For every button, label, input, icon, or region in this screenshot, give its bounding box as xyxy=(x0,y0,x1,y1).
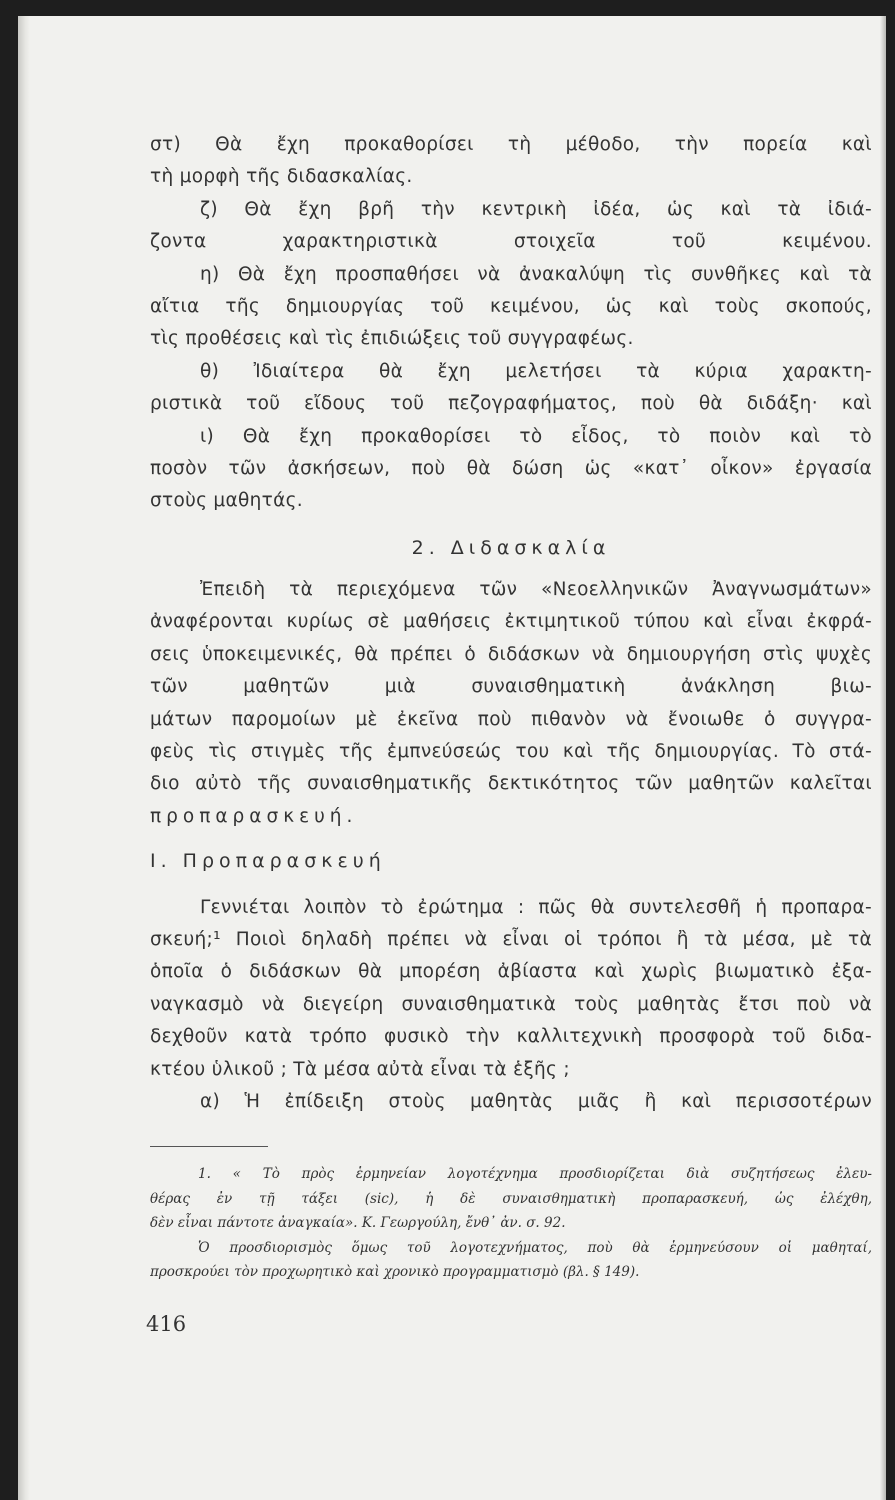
footnote-line: 1. « Τὸ πρὸς ἑρμηνείαν λογοτέχνημα προσδιορίζεται διὰ συζητήσεως ἐλευ- xyxy=(198,1166,872,1182)
text-line: ἀναφέρονται κυρίως σὲ μαθήσεις ἐκτιμητικοῦ τύπου καὶ εἶναι ἐκφρά- xyxy=(150,611,872,633)
footnote-line: θέρας ἐν τῇ τάξει (sic), ἡ δὲ συναισθηματικὴ προπαρασκευή, ὡς ἐλέχθη, xyxy=(150,1190,872,1207)
footnote-line: δὲν εἶναι πάντοτε ἀναγκαία». Κ. Γεωργούλη, ἔνθ᾽ ἀν. σ. 92. xyxy=(150,1215,566,1231)
text-line: τῶν μαθητῶν μιὰ συναισθηματικὴ ἀνάκληση βιω- xyxy=(150,676,872,698)
text-line: ζοντα χαρακτηριστικὰ στοιχεῖα τοῦ κειμένου. xyxy=(150,231,872,253)
text-line: Γεννιέται λοιπὸν τὸ ἐρώτημα : πῶς θὰ συντελεσθῆ ἡ προπαρα- xyxy=(200,896,872,918)
text-line: α) Ἡ ἐπίδειξη στοὺς μαθητὰς μιᾶς ἢ καὶ περισσοτέρων xyxy=(200,1090,872,1112)
book-page xyxy=(18,16,886,1500)
text-line: Ἐπειδὴ τὰ περιεχόμενα τῶν «Νεοελληνικῶν Ἀναγνωσμάτων» xyxy=(200,579,872,601)
page-number: 416 xyxy=(146,1312,187,1336)
footnote-line: προσκρούει τὸν προχωρητικὸ καὶ χρονικὸ προγραμματισμὸ (βλ. § 149). xyxy=(150,1264,640,1280)
text-line: ι) Θὰ ἔχη προκαθορίσει τὸ εἶδος, τὸ ποιὸν καὶ τὸ xyxy=(200,425,872,447)
section-heading: 2. Διδασκαλία xyxy=(411,536,611,559)
footnote-line: Ὁ προσδιορισμὸς ὅμως τοῦ λογοτεχνήματος, ποὺ θὰ ἑρμηνεύσουν οἱ μαθηταί, xyxy=(198,1239,872,1256)
body-text xyxy=(150,129,872,1118)
footnotes xyxy=(150,1162,872,1285)
text-line: τὶς προθέσεις καὶ τὶς ἐπιδιώξεις τοῦ συγγραφέως. xyxy=(150,328,634,350)
text-line: κτέου ὑλικοῦ ; Τὰ μέσα αὐτὰ εἶναι τὰ ἑξῆς ; xyxy=(150,1058,570,1080)
text-line: στ) Θὰ ἔχη προκαθορίσει τὴ μέθοδο, τὴν πορεία καὶ xyxy=(150,134,872,155)
text-line: δεχθοῦν κατὰ τρόπο φυσικὸ τὴν καλλιτεχνικὴ προσφορὰ τοῦ διδα- xyxy=(150,1026,872,1048)
text-line: ποσὸν τῶν ἀσκήσεων, ποὺ θὰ δώση ὡς «κατ᾽ οἶκον» ἐργασία xyxy=(150,457,872,479)
text-line: ριστικὰ τοῦ εἴδους τοῦ πεζογραφήματος, ποὺ θὰ διδάξη· καὶ xyxy=(150,393,872,415)
footnote-divider xyxy=(150,1146,268,1147)
text-line: η) Θὰ ἔχη προσπαθήσει νὰ ἀνακαλύψη τὶς συνθῆκες καὶ τὰ xyxy=(200,263,872,285)
subsection-heading: I. Προπαρασκευή xyxy=(150,850,386,873)
text-line: ζ) Θὰ ἔχη βρῆ τὴν κεντρικὴ ἰδέα, ὡς καὶ τὰ ἰδιά- xyxy=(200,198,872,220)
text-line: σκευή;¹ Ποιοὶ δηλαδὴ πρέπει νὰ εἶναι οἱ τρόποι ἢ τὰ μέσα, μὲ τὰ xyxy=(150,928,872,950)
text-line: μάτων παρομοίων μὲ ἐκεῖνα ποὺ πιθανὸν νὰ ἔνοιωθε ὁ συγγρα- xyxy=(150,708,872,730)
text-line: αἴτια τῆς δημιουργίας τοῦ κειμένου, ὡς καὶ τοὺς σκοπούς, xyxy=(150,295,872,317)
text-line: τὴ μορφὴ τῆς διδασκαλίας. xyxy=(150,166,413,188)
text-line: στοὺς μαθητάς. xyxy=(150,490,303,512)
text-line: ὁποῖα ὁ διδάσκων θὰ μπορέση ἀβίαστα καὶ χωρὶς βιωματικὸ ἐξα- xyxy=(150,961,872,983)
text-line: προπαρασκευή. xyxy=(150,805,358,827)
text-line: σεις ὑποκειμενικές, θὰ πρέπει ὁ διδάσκων νὰ δημιουργήση στὶς ψυχὲς xyxy=(150,643,872,665)
page-binding-shadow xyxy=(18,16,30,1500)
text-line: διο αὐτὸ τῆς συναισθηματικῆς δεκτικότητος τῶν μαθητῶν καλεῖται xyxy=(150,773,872,795)
page-edge-shadow xyxy=(880,16,886,1500)
text-line: θ) Ἰδιαίτερα θὰ ἔχη μελετήσει τὰ κύρια χαρακτη- xyxy=(200,360,872,382)
text-line: φεὺς τὶς στιγμὲς τῆς ἐμπνεύσεώς του καὶ τῆς δημιουργίας. Τὸ στά- xyxy=(150,741,872,763)
text-line: ναγκασμὸ νὰ διεγείρη συναισθηματικὰ τοὺς μαθητὰς ἔτσι ποὺ νὰ xyxy=(150,993,872,1015)
